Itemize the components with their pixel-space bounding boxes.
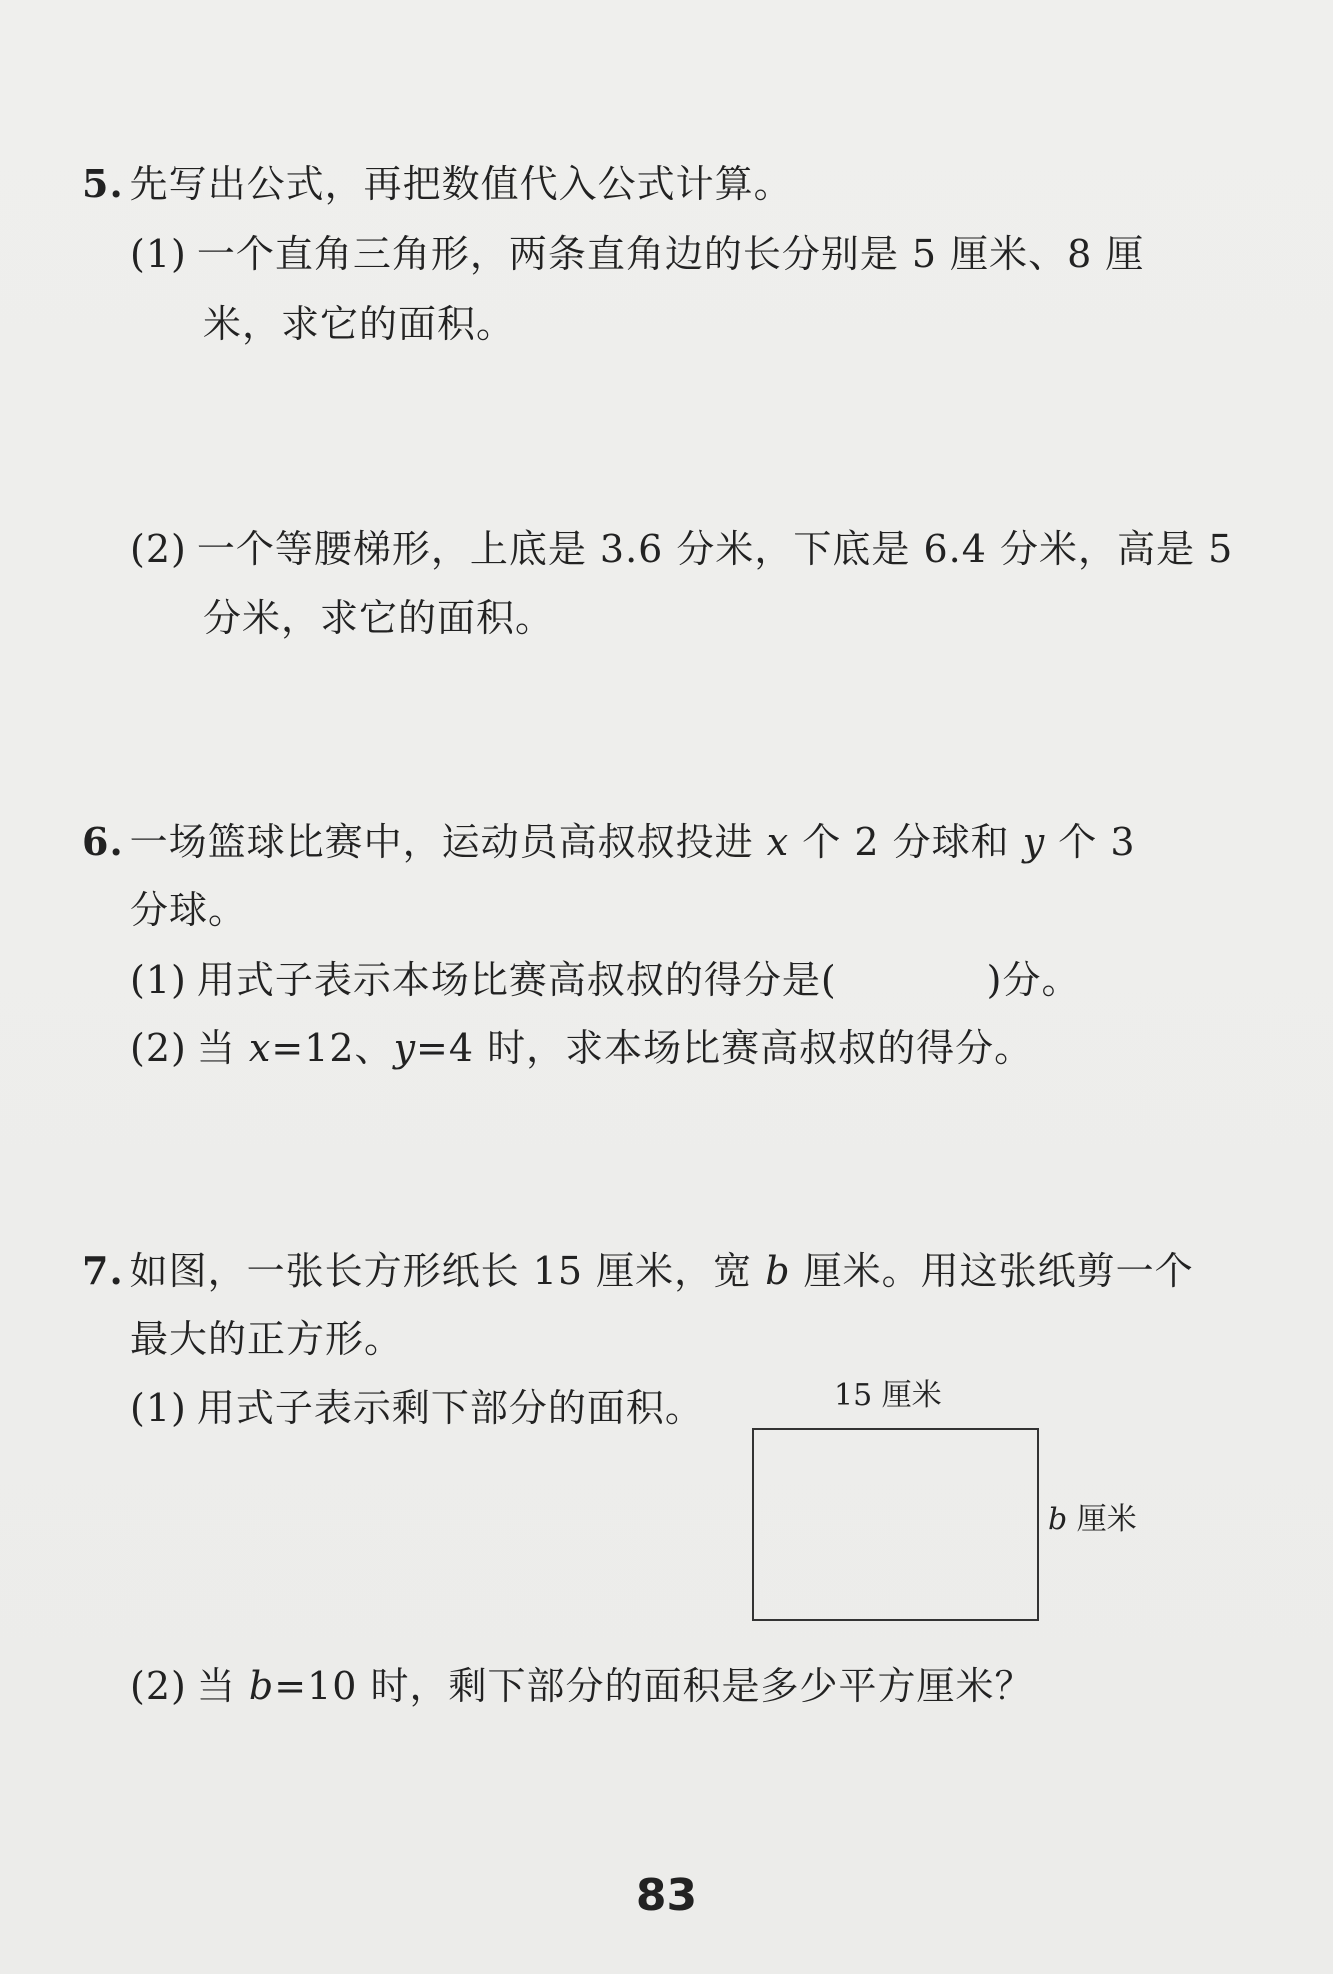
figure-width-label	[1048, 1502, 1137, 1538]
q6-sub2-text-b: =12、	[271, 1026, 394, 1070]
q5-sub1-line2: 米，求它的面积。	[203, 302, 516, 346]
q5-sub2-line2: 分米，求它的面积。	[203, 596, 555, 640]
q5-sub2-label: (2)	[130, 527, 187, 571]
q5-sub1-label: (1)	[130, 232, 187, 276]
q6-sub2-line	[130, 1024, 1033, 1072]
q5-sub2-text1: 一个等腰梯形，上底是 3.6 分米，下底是 6.4 分米，高是 5	[196, 527, 1234, 571]
q5-title-line	[82, 160, 793, 208]
q6-sub1-line	[130, 956, 1080, 1004]
q6-text-b: 个 2 分球和	[789, 820, 1023, 864]
q7-sub1-label: (1)	[130, 1386, 187, 1430]
q6-number: 6.	[82, 819, 124, 864]
rectangle-paper-figure	[752, 1428, 1039, 1621]
q6-sub2-text-a: 当	[196, 1026, 249, 1070]
q6-sub1-text-b: )分。	[986, 958, 1081, 1002]
q7-sub2-line	[130, 1662, 1034, 1710]
q6-sub2-text-c: =4 时，求本场比赛高叔叔的得分。	[416, 1026, 1034, 1070]
q7-number: 7.	[82, 1248, 124, 1293]
q5-number: 5.	[82, 161, 124, 206]
q7-text-a: 如图，一张长方形纸长 15 厘米，宽	[129, 1249, 766, 1293]
q5-title: 先写出公式，再把数值代入公式计算。	[129, 162, 793, 206]
q6-var-x: x	[766, 820, 790, 864]
q5-sub1-line1	[130, 230, 1144, 278]
q5-sub2-line1	[130, 525, 1233, 573]
q6-sub2-label: (2)	[130, 1026, 187, 1070]
q6-sub1-label: (1)	[130, 958, 187, 1002]
q6-text-c: 个 3	[1045, 820, 1136, 864]
q7-sub1-text: 用式子表示剩下部分的面积。	[196, 1386, 704, 1430]
q6-line2: 分球。	[130, 888, 248, 932]
figure-length-label: 15 厘米	[834, 1378, 942, 1413]
q7-sub2-text-b: =10 时，剩下部分的面积是多少平方厘米？	[274, 1664, 1034, 1708]
q6-line1	[82, 818, 1136, 866]
q7-sub2-label: (2)	[130, 1664, 187, 1708]
q7-line1	[82, 1247, 1194, 1295]
q5-sub1-text1: 一个直角三角形，两条直角边的长分别是 5 厘米、8 厘	[196, 232, 1145, 276]
q7-line2: 最大的正方形。	[130, 1317, 404, 1361]
figure-width-var: b	[1048, 1502, 1068, 1537]
q6-text-a: 一场篮球比赛中，运动员高叔叔投进	[129, 820, 767, 864]
q6-sub2-var-y: y	[393, 1026, 417, 1070]
q7-text-b: 厘米。用这张纸剪一个	[790, 1249, 1194, 1293]
q7-sub2-var-b: b	[248, 1664, 275, 1708]
q6-sub1-text-a: 用式子表示本场比赛高叔叔的得分是(	[196, 958, 837, 1002]
q6-sub2-var-x: x	[248, 1026, 272, 1070]
q7-sub2-text-a: 当	[196, 1664, 249, 1708]
q7-var-b: b	[765, 1249, 791, 1293]
q6-var-y: y	[1022, 820, 1046, 864]
page-number: 83	[635, 1870, 698, 1921]
figure-width-unit: 厘米	[1067, 1502, 1137, 1537]
q7-sub1-line	[130, 1384, 704, 1432]
